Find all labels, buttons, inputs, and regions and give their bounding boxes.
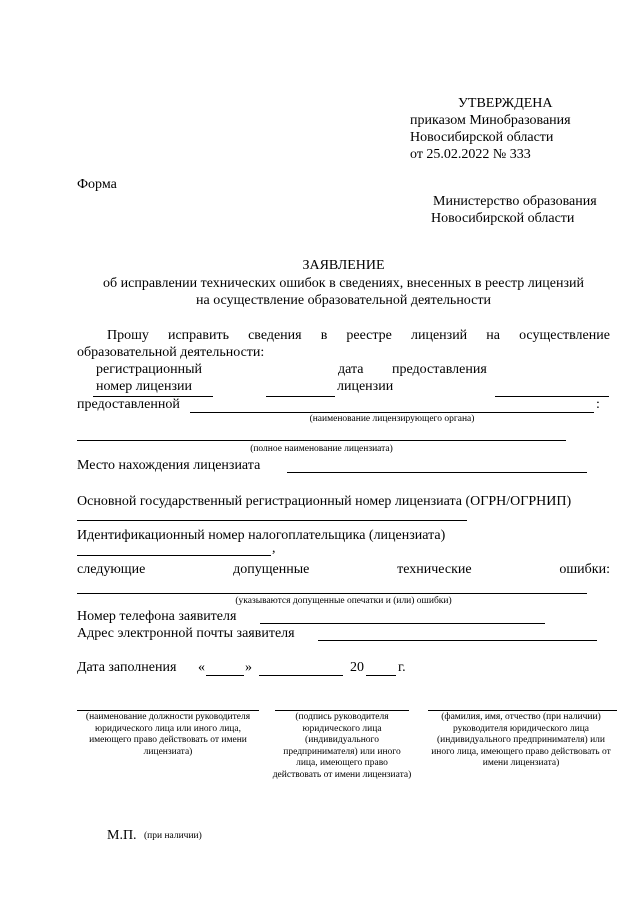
phone-label: Номер телефона заявителя	[77, 609, 237, 624]
intro-word: осуществление	[519, 328, 610, 343]
intro-word: Прошу	[107, 328, 149, 343]
date-label-1: дата	[338, 362, 364, 377]
date-open-quote: «	[198, 660, 205, 675]
reg-number-label-1: регистрационный	[96, 362, 203, 377]
full-name-caption: (фамилия, имя, отчество (при наличии) руководителя юридического лица (индивидуального предпринимателя) или иного лица, имеющего право действовать от имени лицензиата)	[431, 712, 611, 768]
reg-number-label-2: номер лицензии	[96, 379, 192, 394]
licensee-name-caption: (полное наименование лицензиата)	[250, 444, 393, 454]
position-line[interactable]	[77, 710, 259, 711]
intro-word: сведения	[248, 328, 302, 343]
date-label-2: лицензии	[337, 379, 394, 394]
errors-line	[77, 562, 610, 578]
licensing-body-caption: (наименование лицензирующего органа)	[309, 414, 475, 424]
provision-label: предоставления	[392, 362, 487, 377]
inn-comma: ,	[272, 541, 276, 556]
intro-word: лицензий	[410, 328, 468, 343]
provision-date-field[interactable]	[495, 396, 609, 397]
date-close-quote: »	[245, 660, 252, 675]
approval-date: от 25.02.2022 № 333	[410, 147, 531, 162]
licensee-name-field[interactable]	[77, 440, 566, 441]
errors-caption: (указываются допущенные опечатки и (или) ошибки)	[235, 596, 452, 606]
signature-line[interactable]	[275, 710, 409, 711]
reg-number-field[interactable]	[266, 396, 335, 397]
intro-word: реестре	[346, 328, 392, 343]
email-label: Адрес электронной почты заявителя	[77, 626, 295, 641]
stamp-label: М.П.	[107, 828, 137, 843]
recipient-ministry: Министерство образования	[433, 194, 597, 209]
date-day-field[interactable]	[206, 675, 244, 676]
document-subtitle-1: об исправлении технических ошибок в сведениях, внесенных в реестр лицензий	[103, 276, 584, 291]
errors-word: ошибки:	[559, 562, 610, 577]
document-title: ЗАЯВЛЕНИЕ	[302, 258, 385, 273]
recipient-region: Новосибирской области	[431, 211, 575, 226]
intro-line-2: образовательной деятельности:	[77, 345, 265, 360]
date-fill-label: Дата заполнения	[77, 660, 177, 675]
intro-word: в	[320, 328, 328, 343]
intro-line-1	[107, 328, 610, 344]
year-prefix: 20	[350, 660, 364, 675]
ogrn-field[interactable]	[77, 520, 467, 521]
signature-caption: (подпись руководителя юридического лица (индивидуального предпринимателя) или иного лица, имеющего право действовать от имени лицензиата)	[272, 712, 412, 780]
inn-label: Идентификационный номер налогоплательщика (лицензиата)	[77, 528, 446, 543]
licensing-body-field[interactable]	[190, 412, 594, 413]
errors-field[interactable]	[77, 593, 587, 594]
approval-title: УТВЕРЖДЕНА	[458, 96, 553, 111]
stamp-note: (при наличии)	[144, 831, 202, 841]
approval-region: Новосибирской области	[410, 130, 554, 145]
errors-word: следующие	[77, 562, 146, 577]
errors-word: технические	[397, 562, 472, 577]
provided-label: предоставленной	[77, 397, 180, 412]
errors-word: допущенные	[233, 562, 310, 577]
position-caption: (наименование должности руководителя юридического лица или иного лица, имеющего право действовать от имени лицензиата)	[85, 712, 251, 757]
phone-field[interactable]	[260, 623, 545, 624]
ogrn-label: Основной государственный регистрационный номер лицензиата (ОГРН/ОГРНИП)	[77, 494, 572, 509]
intro-word: исправить	[167, 328, 229, 343]
full-name-line[interactable]	[428, 710, 617, 711]
location-label: Место нахождения лицензиата	[77, 458, 261, 473]
approval-order: приказом Минобразования	[410, 113, 571, 128]
location-field[interactable]	[287, 472, 587, 473]
inn-field[interactable]	[77, 555, 271, 556]
intro-word: на	[486, 328, 500, 343]
document-subtitle-2: на осуществление образовательной деятельности	[196, 293, 491, 308]
provided-colon: :	[596, 397, 600, 412]
email-field[interactable]	[318, 640, 597, 641]
date-year-field[interactable]	[366, 675, 396, 676]
year-suffix: г.	[398, 660, 406, 675]
date-month-field[interactable]	[259, 675, 343, 676]
form-label: Форма	[77, 177, 117, 192]
